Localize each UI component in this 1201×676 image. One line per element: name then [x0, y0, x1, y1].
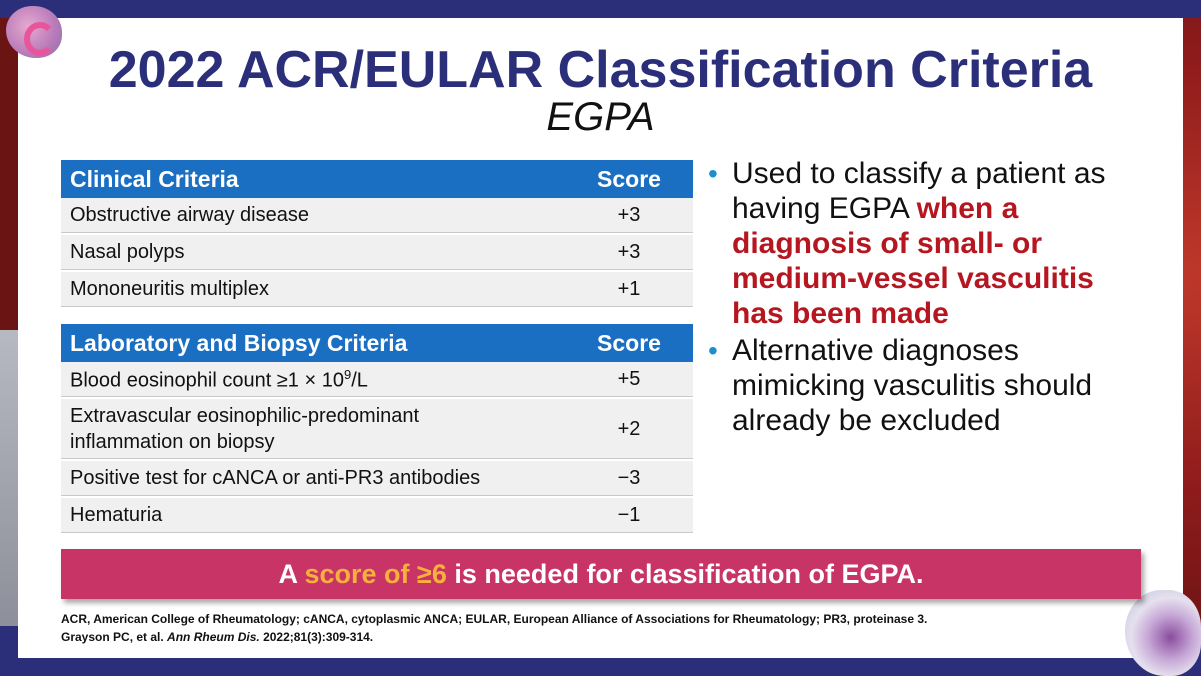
table-row — [61, 362, 693, 398]
score-highlight: score of ≥6 — [304, 559, 447, 589]
table-row — [61, 398, 693, 460]
score-threshold-banner: A score of ≥6 is needed for classification of EGPA. — [61, 549, 1141, 599]
criterion-label: Obstructive airway disease — [61, 198, 565, 234]
top-frame-bar — [0, 0, 1201, 18]
bullet-list — [708, 156, 1148, 440]
bullet-alternative-diagnoses: • Alternative diagnoses mimicking vasculitis should already be excluded — [708, 333, 1148, 438]
clinical-criteria-header: Clinical Criteria — [61, 160, 565, 198]
criterion-label: Mononeuritis multiplex — [61, 271, 565, 308]
table-row — [61, 234, 693, 271]
bullet-classification: • Used to classify a patient as having EGPA when a diagnosis of small- or medium-vessel vasculitis has been made — [708, 156, 1148, 331]
criterion-score: +2 — [565, 398, 693, 460]
criterion-score: +1 — [565, 271, 693, 308]
criterion-label: Hematuria — [61, 497, 565, 534]
lab-criteria-header: Laboratory and Biopsy Criteria — [61, 324, 565, 362]
slide-subtitle: EGPA — [546, 95, 655, 139]
table-header-row — [61, 160, 693, 198]
clinical-criteria-table — [61, 160, 693, 309]
table-row — [61, 198, 693, 234]
citation-line: Grayson PC, et al. Ann Rheum Dis. 2022;81(3):309-314. — [61, 630, 374, 644]
criterion-score: +5 — [565, 362, 693, 398]
criterion-score: −3 — [565, 460, 693, 497]
score-header: Score — [565, 160, 693, 198]
criterion-label: Nasal polyps — [61, 234, 565, 271]
criterion-label: Extravascular eosinophilic-predominant inflammation on biopsy — [61, 398, 565, 460]
criterion-label: Blood eosinophil count $\ge 1 \times 10^9/L$ — [61, 362, 565, 398]
table-header-row — [61, 324, 693, 362]
cell-illustration-icon — [1125, 590, 1201, 676]
emphasis-text: when a diagnosis of small- or medium-vessel vasculitis has been made — [732, 192, 1094, 330]
score-header: Score — [565, 324, 693, 362]
slide-title: 2022 ACR/EULAR Classification Criteria — [108, 41, 1093, 99]
abbreviations-line: ACR, American College of Rheumatology; cANCA, cytoplasmic ANCA; EULAR, European Alliance of Associations for Rheumatology; PR3, proteinase 3. — [61, 612, 928, 626]
criterion-score: +3 — [565, 198, 693, 234]
criterion-label: Positive test for cANCA or anti-PR3 antibodies — [61, 460, 565, 497]
table-row — [61, 460, 693, 497]
lab-criteria-table — [61, 324, 693, 535]
footnote — [61, 610, 927, 646]
table-row — [61, 497, 693, 534]
table-row — [61, 271, 693, 308]
criterion-score: +3 — [565, 234, 693, 271]
criterion-score: −1 — [565, 497, 693, 534]
